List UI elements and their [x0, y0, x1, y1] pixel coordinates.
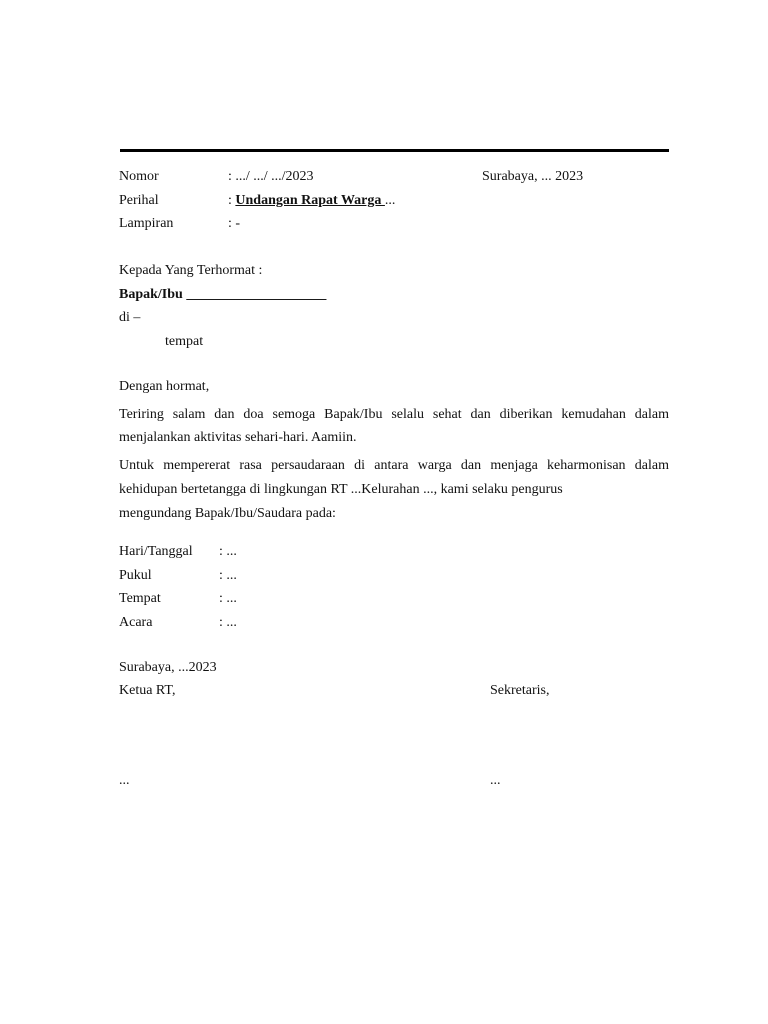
header-rule [120, 149, 669, 152]
detail-value-tempat: : ... [219, 591, 237, 606]
letter-date: Surabaya, ... 2023 [482, 169, 584, 184]
detail-value-hari-tanggal: : ... [219, 544, 237, 559]
lampiran-label: Lampiran [119, 216, 174, 231]
signature-title-ketua: Ketua RT, [119, 683, 176, 698]
perihal-suffix: ... [384, 193, 396, 208]
paragraph-2-line-3: mengundang Bapak/Ibu/Saudara pada: [119, 506, 336, 521]
detail-value-pukul: : ... [219, 568, 237, 583]
nomor-label: Nomor [119, 169, 159, 184]
detail-label-acara: Acara [119, 615, 153, 630]
recipient-greeting: Kepada Yang Terhormat : [119, 263, 263, 278]
paragraph-1 [119, 403, 669, 449]
signature-name-sekretaris: ... [490, 773, 501, 788]
signature-name-ketua: ... [119, 773, 130, 788]
detail-label-pukul: Pukul [119, 568, 152, 583]
perihal-field [228, 192, 395, 210]
paragraph-1-line-2: menjalankan aktivitas sehari-hari. Aamiin. [119, 430, 357, 445]
signature-title-sekretaris: Sekretaris, [490, 683, 550, 698]
recipient-name: Bapak/Ibu ____________________ [119, 287, 327, 302]
detail-label-hari-tanggal: Hari/Tanggal [119, 544, 193, 559]
detail-value-acara: : ... [219, 615, 237, 630]
perihal-label: Perihal [119, 193, 159, 208]
nomor-value: : .../ .../ .../2023 [228, 169, 314, 184]
lampiran-value: : - [228, 216, 241, 231]
paragraph-2-line-1: Untuk mempererat rasa persaudaraan di antara warga dan menjaga keharmonisan dalam [119, 458, 669, 473]
paragraph-2-line-2: kehidupan bertetangga di lingkungan RT ...Kelurahan ..., kami selaku pengurus [119, 482, 563, 497]
paragraph-2 [119, 454, 669, 526]
paragraph-1-line-1: Teriring salam dan doa semoga Bapak/Ibu selalu sehat dan diberikan kemudahan dalam [119, 407, 669, 422]
perihal-value: Undangan Rapat Warga [235, 193, 385, 208]
salutation: Dengan hormat, [119, 379, 210, 394]
detail-label-tempat: Tempat [119, 591, 161, 606]
perihal-colon: : [228, 193, 236, 208]
closing-place-date: Surabaya, ...2023 [119, 660, 217, 675]
recipient-tempat: tempat [165, 334, 204, 349]
recipient-di: di – [119, 310, 141, 325]
